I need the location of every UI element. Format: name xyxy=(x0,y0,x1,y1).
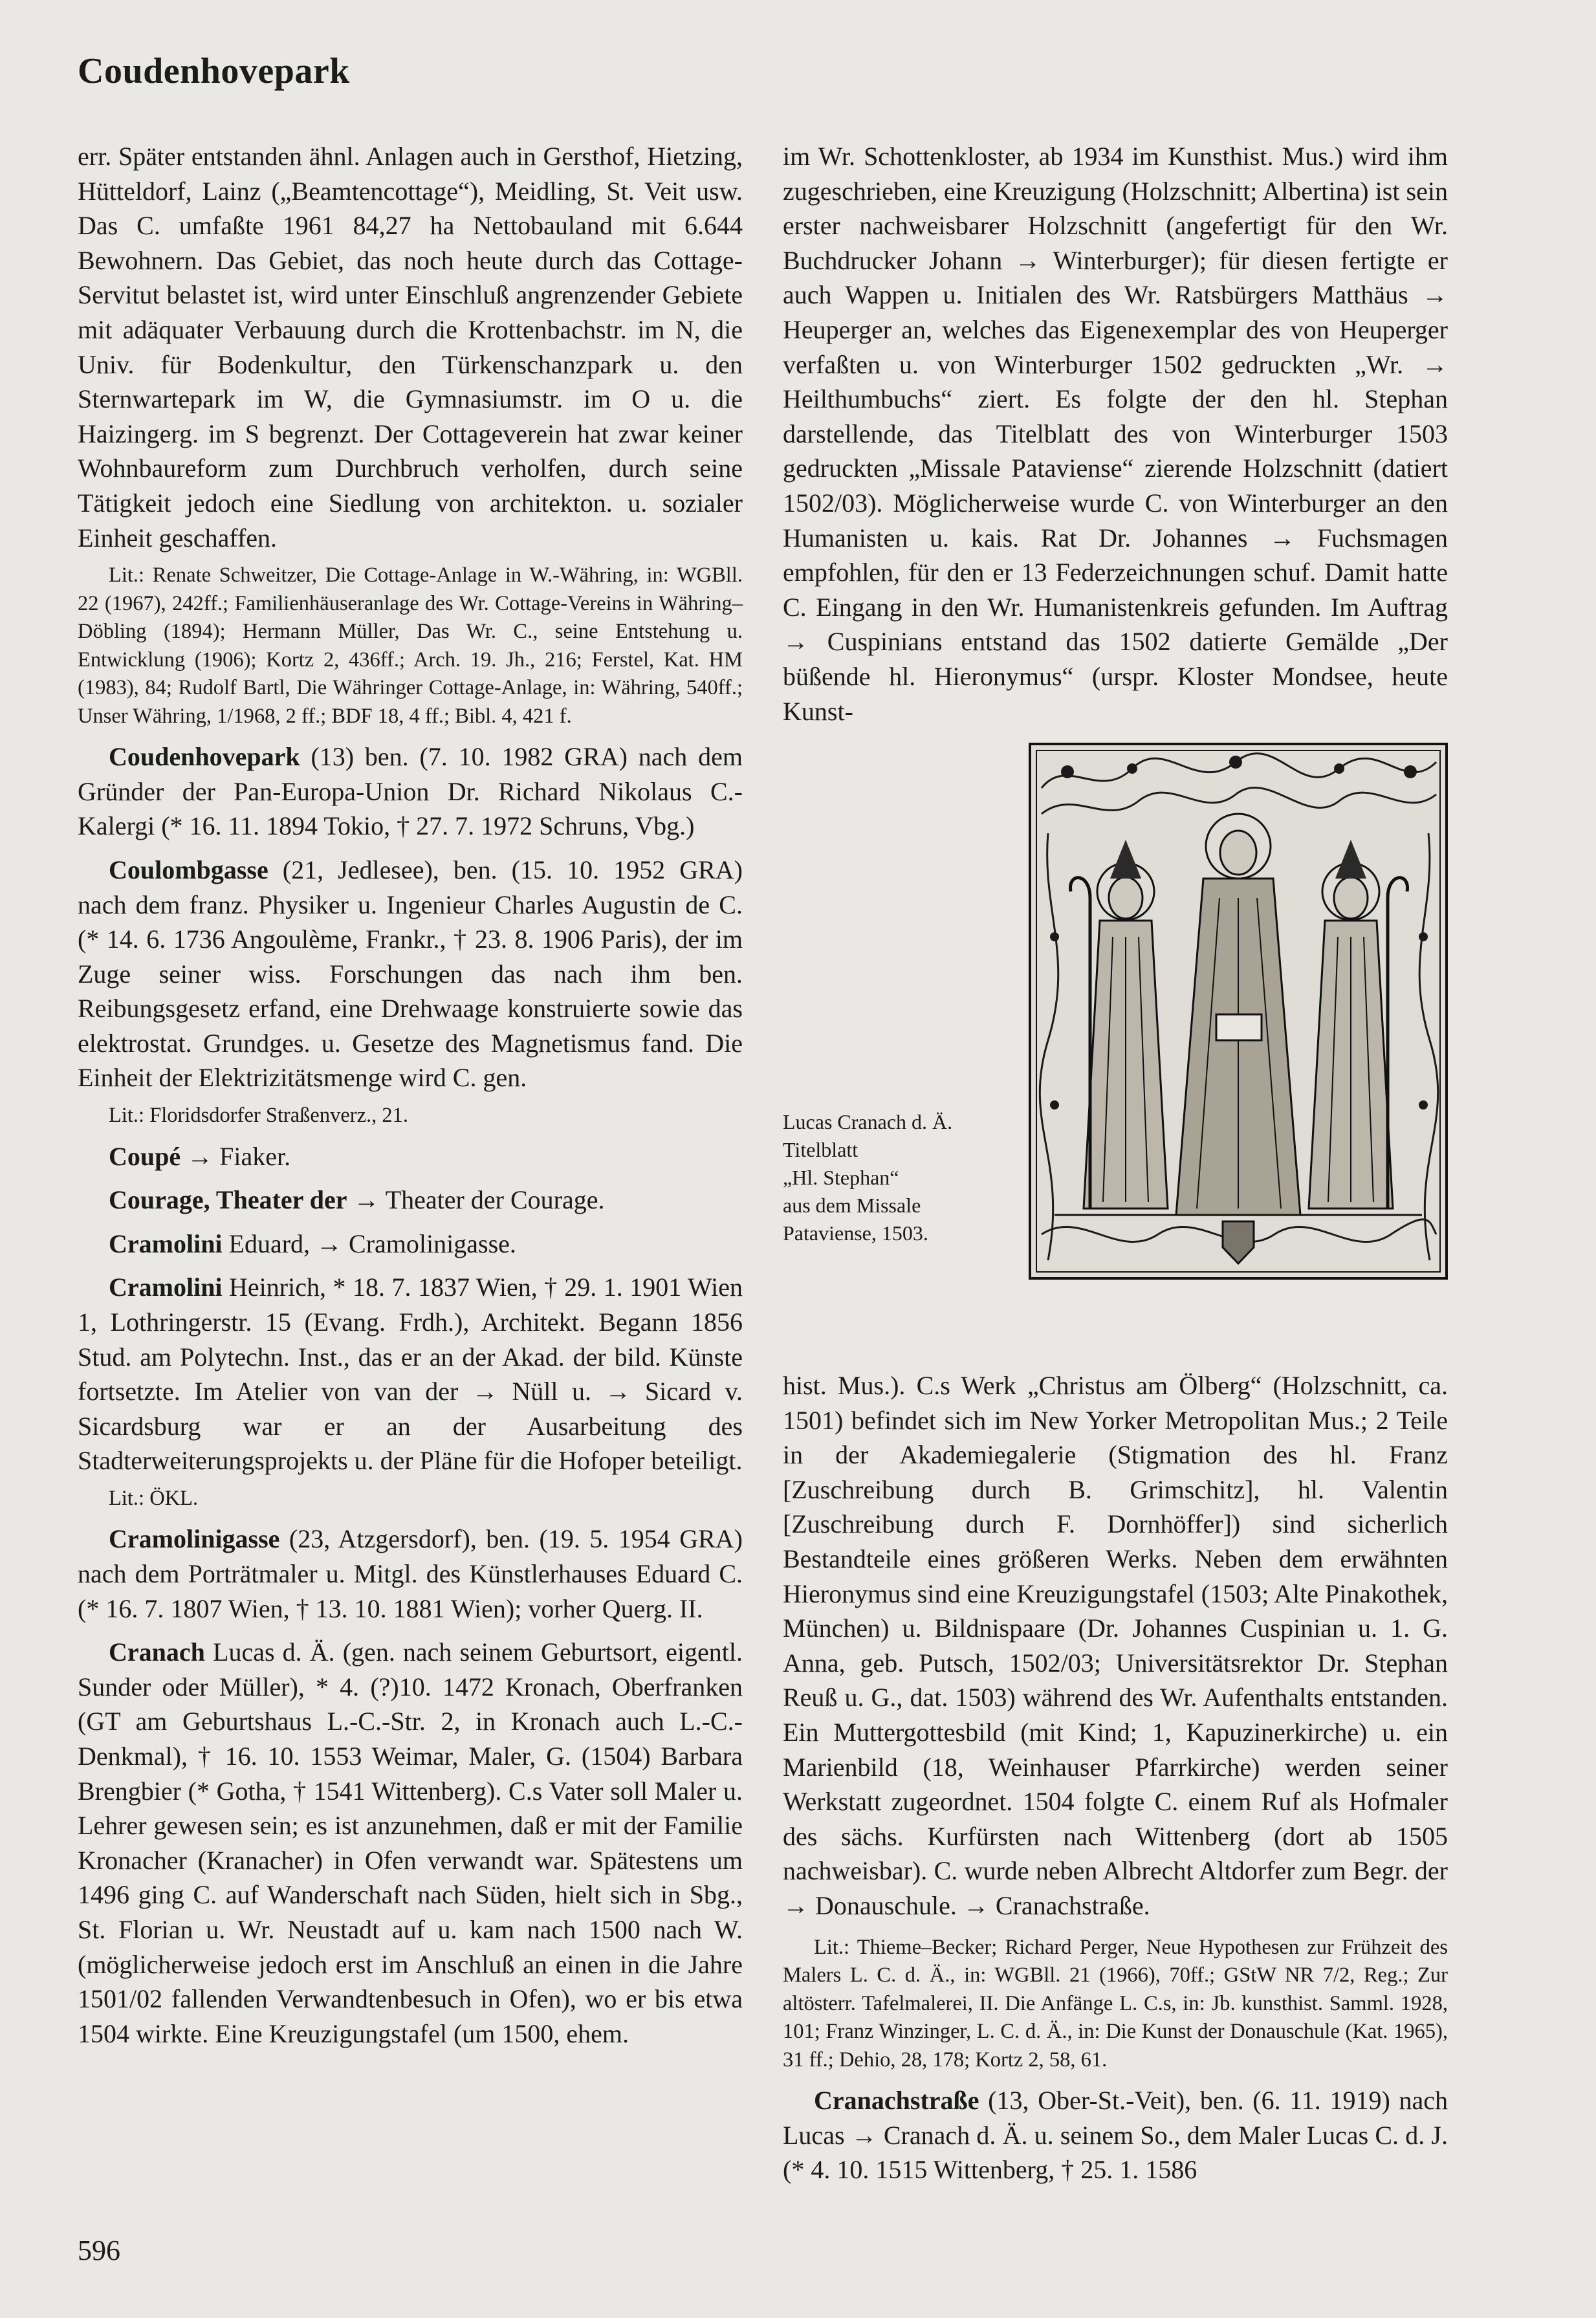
entry-lemma: Cranach xyxy=(109,1637,205,1667)
entry-text: (21, Jedlesee), ben. (15. 10. 1952 GRA) nach dem franz. Physiker u. Ingenieur Charles Augustin de C. (* 14. 6. 1736 Angoulème, Frankr., † 23. 8. 1906 Paris), der im Zuge seiner wiss. Forschungen das nach ihm ben. Reibungsgesetz erfand, eine Drehwaage konstruierte sowie das elektrostat. Grundges. u. Gesetze des Magnetismus fand. Die Einheit der Elektrizitätsmenge wird C. gen. xyxy=(78,855,743,1093)
entry-lemma: Cranachstraße xyxy=(814,2086,979,2116)
entry-lemma: Cramolini xyxy=(109,1273,223,1302)
woodcut-illustration xyxy=(1029,743,1448,1280)
cottage-continuation-paragraph: err. Später entstanden ähnl. Anlagen auch in Gersthof, Hietzing, Hütteldorf, Lainz („Beamtencottage“), Meidling, St. Veit usw. Das C. umfaßte 1961 84,27 ha Nettobauland mit 6.644 Bewohnern. Das Gebiet, das noch heute durch das Cottage-Servitut belastet ist, wird unter Einschluß angrenzender Gebiete mit adäquater Verbauung durch die Krottenbachstr. im N, die Univ. für Bodenkultur, den Türkenschanzpark u. den Sternwartepark im W, die Gymnasiumstr. im O u. die Haizingerg. im S begrenzt. Der Cottageverein hat zwar keiner Wohnbaureform zum Durchbruch verholfen, durch seine Tätigkeit jedoch eine Siedlung von architekton. u. sozialer Einheit geschaffen. xyxy=(78,142,743,552)
literature-note: Lit.: Renate Schweitzer, Die Cottage-Anlage in W.-Währing, in: WGBll. 22 (1967), 242ff.; Familienhäuseranlage des Wr. Cottage-Vereins in Währing–Döbling (1894); Hermann Müller, Das Wr. C., seine Entstehung u. Entwicklung (1906); Kortz 2, 436ff.; Arch. 19. Jh., 216; Ferstel, Kat. HM (1983), 84; Rudolf Bartl, Die Währinger Cottage-Anlage, in: Währing, 540ff.; Unser Währing, 1/1968, 2 ff.; BDF 18, 4 ff.; Bibl. 4, 421 f. xyxy=(78,563,743,728)
entry-text: (23, Atzgersdorf), ben. (19. 5. 1954 GRA) nach dem Porträtmaler u. Mitgl. des Künstlerhauses Eduard C. (* 16. 7. 1807 Wien, † 13. 10. 1881 Wien); vorher Querg. II. xyxy=(78,1524,743,1623)
entry-text: Lucas d. Ä. (gen. nach seinem Geburtsort, eigentl. Sunder oder Müller), * 4. (?)10. 1472 Kronach, Oberfranken (GT am Geburtshaus L.-C.-Str. 2, in Kronach auch L.-C.-Denkmal), † 16. 10. 1553 Weimar, Maler, G. (1504) Barbara Brengbier (* Gotha, † 1541 Wittenberg). C.s Vater soll Maler u. Lehrer gewesen sein; es ist anzunehmen, daß er mit der Familie Kronacher (Kranacher) in Ofen verwandt war. Spätestens um 1496 ging C. auf Wanderschaft nach Süden, hielt sich in Sbg., St. Florian u. Wr. Neustadt auf u. kam nach 1500 nach W. (möglicherweise jedoch erst im Anschluß an einen in die Jahre 1501/02 fallenden Verwandtenbesuch in Ofen), wo er bis etwa 1504 wirkte. Eine Kreuzigungstafel (um 1500, ehem. xyxy=(78,1637,743,2048)
entry-courage-theater xyxy=(78,1183,743,1218)
cranach-continuation-paragraph: im Wr. Schottenkloster, ab 1934 im Kunsthist. Mus.) wird ihm zugeschrieben, eine Kreuzigung (Holzschnitt; Albertina) ist sein erster nachweisbarer Holzschnitt (angefertigt für den Wr. Buchdrucker Johann → Winterburger); für diesen fertigte er auch Wappen u. Initialen des Wr. Ratsbürgers Matthäus → Heuperger an, welches das Eigenexemplar des von Heuperger verfaßten u. von Winterburger 1502 gedruckten „Wr. → Heilthumbuchs“ ziert. Es folgte der den hl. Stephan darstellende, das Titelblatt des von Winterburger 1503 gedruckten „Missale Pataviense“ zierende Holzschnitt (datiert 1502/03). Möglicherweise wurde C. von Winterburger an den Humanisten u. kais. Rat Dr. Johannes → Fuchsmagen empfohlen, für den er 13 Federzeichnungen schuf. Damit hatte C. Eingang in den Wr. Humanistenkreis gefunden. Im Auftrag → Cuspinians entstand das 1502 datierte Gemälde „Der büßende hl. Hieronymus“ (urspr. Kloster Mondsee, heute Kunst- xyxy=(783,142,1448,726)
entry-coulombgasse xyxy=(78,853,743,1095)
entry-lemma: Coupé xyxy=(109,1141,181,1171)
entry-cranach xyxy=(78,1635,743,2051)
entry-cramolini-heinrich xyxy=(78,1270,743,1478)
entry-text: Eduard, → Cramolinigasse. xyxy=(222,1229,516,1258)
entry-cranachstrasse xyxy=(783,2083,1448,2187)
running-head: Coudenhovepark xyxy=(78,51,350,91)
caption-line: aus dem Missale xyxy=(783,1194,921,1218)
entry-coudenhovepark xyxy=(78,739,743,844)
entry-lemma: Coulombgasse xyxy=(109,855,268,884)
page-number: 596 xyxy=(78,2235,120,2266)
entry-lemma: Cramolinigasse xyxy=(109,1524,280,1554)
entry-text: Heinrich, * 18. 7. 1837 Wien, † 29. 1. 1901 Wien 1, Lothringerstr. 15 (Evang. Frdh.), Architekt. Begann 1856 Stud. am Polytechn. Inst., das er an der Akad. der bild. Künste fortsetzte. Im Atelier von van der → Nüll u. → Sicard v. Sicardsburg war er an der Ausarbeitung des Stadterweiterungsprojekts u. der Pläne für die Hofoper beteiligt. xyxy=(78,1273,743,1476)
entry-lemma: Courage, Theater der xyxy=(109,1185,347,1215)
right-column xyxy=(783,139,1448,2187)
caption-line: Pataviense, 1503. xyxy=(783,1221,928,1245)
caption-line: Lucas Cranach d. Ä. xyxy=(783,1110,953,1134)
entry-text: (13, Ober-St.-Veit), ben. (6. 11. 1919) nach Lucas → Cranach d. Ä. u. seinem So., dem Maler Lucas C. d. J. (* 4. 10. 1515 Wittenberg, † 25. 1. 1586 xyxy=(783,2086,1448,2185)
figure xyxy=(783,743,1448,1361)
entry-coupe xyxy=(78,1139,743,1174)
caption-line: Titelblatt xyxy=(783,1138,858,1162)
entry-lemma: Cramolini xyxy=(109,1229,223,1258)
entry-lemma: Coudenhovepark xyxy=(109,742,300,772)
entry-text: → Theater der Courage. xyxy=(347,1185,605,1215)
entry-cramolini-eduard xyxy=(78,1227,743,1262)
literature-note: Lit.: ÖKL. xyxy=(109,1486,199,1510)
entry-cramolinigasse xyxy=(78,1522,743,1626)
caption-line: „Hl. Stephan“ xyxy=(783,1166,899,1190)
literature-note: Lit.: Thieme–Becker; Richard Perger, Neue Hypothesen zur Frühzeit des Malers L. C. d. Ä., in: WGBll. 21 (1966), 70ff.; GStW NR 7/2, Reg.; Zur altösterr. Tafelmalerei, II. Die Anfänge L. C.s, in: Jb. kunsthist. Samml. 1928, 101; Franz Winzinger, L. C. d. Ä., in: Die Kunst der Donauschule (Kat. 1965), 31 ff.; Dehio, 28, 178; Kortz 2, 58, 61. xyxy=(783,1935,1448,2072)
entry-text: → Fiaker. xyxy=(180,1141,291,1171)
literature-note: Lit.: Floridsdorfer Straßenverz., 21. xyxy=(109,1104,409,1128)
entry-text: (13) ben. (7. 10. 1982 GRA) nach dem Gründer der Pan-Europa-Union Dr. Richard Nikolaus C.-Kalergi (* 16. 11. 1894 Tokio, † 27. 7. 1972 Schruns, Vbg.) xyxy=(78,742,743,841)
figure-caption xyxy=(783,1108,1016,1247)
left-column xyxy=(78,139,743,2051)
cranach-works-paragraph: hist. Mus.). C.s Werk „Christus am Ölberg“ (Holzschnitt, ca. 1501) befindet sich im New Yorker Metropolitan Mus.; 2 Teile in der Akademiegalerie (Stigmation des hl. Franz [Zuschreibung durch B. Grimschitz], hl. Valentin [Zuschreibung durch F. Dornhöffer]) sind sicherlich Bestandteile eines größeren Werks. Neben dem erwähnten Hieronymus sind eine Kreuzigungstafel (1503; Alte Pinakothek, München) u. Bildnispaare (Dr. Johannes Cuspinian u. 1. G. Anna, geb. Putsch, 1502/03; Universitätsrektor Dr. Stephan Reuß u. G., dat. 1503) während des Wr. Aufenthalts entstanden. Ein Muttergottesbild (mit Kind; 1, Kapuzinerkirche) u. ein Marienbild (18, Weinhauser Pfarrkirche) werden seiner Werkstatt zugeordnet. 1504 folgte C. einem Ruf als Hofmaler des sächs. Kurfürsten nach Wittenberg (dort ab 1505 nachweisbar). C. wurde neben Albrecht Altdorfer zum Begr. der → Donauschule. → Cranachstraße. xyxy=(783,1371,1448,1920)
